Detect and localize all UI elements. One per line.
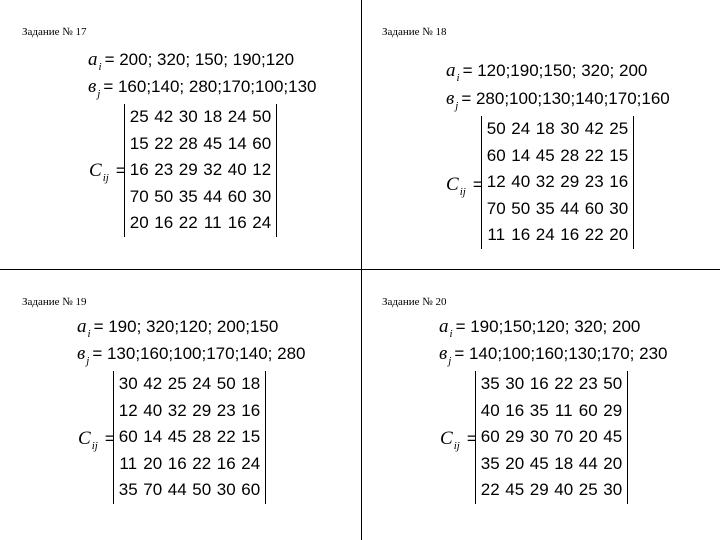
matrix-cell: 11	[487, 225, 506, 245]
matrix-cell: 60	[486, 145, 506, 165]
matrix-cell: 45	[603, 427, 623, 447]
supply-equation	[77, 316, 278, 338]
supply-symbol: a	[77, 316, 87, 337]
matrix-cell: 15	[609, 145, 629, 165]
matrix-cell: 70	[129, 186, 149, 206]
task-title: Задание № 18	[382, 26, 447, 38]
matrix-cell: 50	[216, 374, 236, 394]
matrix-cell: 29	[603, 400, 623, 420]
cost-symbol: C	[78, 428, 91, 449]
matrix-cell: 22	[480, 480, 500, 500]
matrix-cell: 60	[227, 186, 247, 206]
task-panel-20	[362, 270, 720, 540]
cost-matrix	[481, 116, 634, 249]
matrix-cell: 16	[560, 225, 580, 245]
equals-sign: =	[115, 161, 126, 180]
demand-symbol: в	[446, 88, 455, 109]
matrix-cell: 70	[554, 427, 574, 447]
matrix-cell: 14	[511, 145, 531, 165]
supply-subscript: i	[87, 328, 91, 340]
matrix-cell: 45	[167, 427, 187, 447]
matrix-cell: 45	[535, 145, 555, 165]
matrix-cell: 50	[192, 480, 212, 500]
matrix-cell: 70	[143, 480, 163, 500]
matrix-row	[116, 371, 263, 398]
matrix-cell: 22	[192, 453, 212, 473]
matrix-cell: 42	[154, 107, 174, 127]
matrix-cell: 32	[203, 160, 223, 180]
matrix-cell: 42	[143, 374, 163, 394]
matrix-cell: 70	[486, 198, 506, 218]
demand-values: = 160;140; 280;170;100;130	[103, 77, 317, 96]
matrix-row	[127, 184, 274, 211]
matrix-cell: 16	[154, 213, 174, 233]
matrix-cell: 29	[192, 400, 212, 420]
matrix-cell: 16	[227, 213, 247, 233]
matrix-row	[478, 451, 625, 478]
task-panel-17	[0, 0, 360, 270]
matrix-cell: 40	[227, 160, 247, 180]
matrix-cell: 24	[227, 107, 247, 127]
task-title: Задание № 19	[22, 296, 87, 308]
matrix-cell: 25	[578, 480, 598, 500]
demand-subscript: j	[455, 100, 459, 112]
cost-matrix	[113, 371, 266, 504]
task-panel-18	[362, 0, 720, 270]
matrix-row	[116, 424, 263, 451]
matrix-cell: 20	[578, 427, 598, 447]
matrix-cell: 40	[143, 400, 163, 420]
equals-sign: =	[104, 429, 115, 448]
matrix-cell: 22	[584, 225, 604, 245]
matrix-cell: 16	[505, 400, 525, 420]
matrix-cell: 42	[584, 119, 604, 139]
matrix-cell: 18	[554, 453, 574, 473]
equals-sign: =	[472, 175, 483, 194]
matrix-cell: 20	[609, 225, 629, 245]
matrix-cell: 30	[252, 186, 272, 206]
matrix-cell: 30	[560, 119, 580, 139]
matrix-cell: 35	[535, 198, 555, 218]
supply-equation	[446, 60, 647, 82]
matrix-row	[127, 210, 274, 237]
supply-symbol: a	[439, 316, 449, 337]
matrix-cell: 32	[535, 172, 555, 192]
matrix-cell: 24	[535, 225, 555, 245]
demand-subscript: j	[97, 88, 101, 100]
matrix-cell: 14	[143, 427, 163, 447]
matrix-cell: 60	[252, 133, 272, 153]
matrix-cell: 45	[203, 133, 223, 153]
matrix-cell: 23	[578, 374, 598, 394]
matrix-cell: 20	[143, 453, 163, 473]
matrix-cell: 12	[252, 160, 272, 180]
matrix-cell: 25	[609, 119, 629, 139]
demand-values: = 130;160;100;170;140; 280	[92, 344, 306, 363]
matrix-cell: 30	[529, 427, 549, 447]
supply-symbol: a	[88, 49, 98, 70]
matrix-row	[484, 196, 631, 223]
matrix-cell: 24	[511, 119, 531, 139]
matrix-row	[478, 398, 625, 425]
matrix-cell: 14	[227, 133, 247, 153]
matrix-cell: 45	[505, 480, 525, 500]
supply-subscript: i	[456, 72, 460, 84]
matrix-cell: 15	[129, 133, 149, 153]
matrix-row	[484, 169, 631, 196]
matrix-cell: 60	[578, 400, 598, 420]
matrix-cell: 23	[154, 160, 174, 180]
matrix-cell: 29	[560, 172, 580, 192]
matrix-cell: 28	[192, 427, 212, 447]
cost-subscript: ij	[102, 172, 109, 184]
matrix-row	[484, 116, 631, 143]
matrix-cell: 50	[154, 186, 174, 206]
equals-sign: =	[466, 429, 477, 448]
matrix-cell: 22	[584, 145, 604, 165]
cost-subscript: ij	[91, 440, 98, 452]
matrix-cell: 50	[486, 119, 506, 139]
matrix-cell: 50	[511, 198, 531, 218]
matrix-row	[478, 477, 625, 504]
matrix-cell: 23	[584, 172, 604, 192]
matrix-cell: 24	[192, 374, 212, 394]
demand-symbol: в	[439, 343, 448, 364]
matrix-cell: 12	[486, 172, 506, 192]
matrix-cell: 28	[560, 145, 580, 165]
matrix-cell: 44	[203, 186, 223, 206]
cost-label	[446, 174, 483, 196]
matrix-cell: 32	[167, 400, 187, 420]
matrix-cell: 40	[554, 480, 574, 500]
matrix-cell: 60	[480, 427, 500, 447]
matrix-cell: 29	[178, 160, 198, 180]
supply-equation	[88, 49, 294, 71]
matrix-row	[478, 371, 625, 398]
matrix-cell: 11	[119, 453, 138, 473]
matrix-cell: 29	[529, 480, 549, 500]
task-title: Задание № 17	[22, 26, 87, 38]
matrix-cell: 15	[241, 427, 261, 447]
matrix-cell: 35	[118, 480, 138, 500]
matrix-row	[484, 143, 631, 170]
matrix-cell: 22	[554, 374, 574, 394]
matrix-cell: 18	[203, 107, 223, 127]
matrix-cell: 12	[118, 400, 138, 420]
supply-subscript: i	[98, 61, 102, 73]
matrix-cell: 16	[129, 160, 149, 180]
matrix-cell: 44	[167, 480, 187, 500]
matrix-cell: 50	[252, 107, 272, 127]
demand-equation	[446, 88, 670, 110]
matrix-cell: 18	[241, 374, 261, 394]
matrix-cell: 16	[609, 172, 629, 192]
matrix-cell: 23	[216, 400, 236, 420]
matrix-cell: 22	[178, 213, 198, 233]
matrix-cell: 24	[241, 453, 261, 473]
matrix-cell: 16	[216, 453, 236, 473]
cost-symbol: C	[446, 174, 459, 195]
cost-subscript: ij	[453, 440, 460, 452]
matrix-cell: 11	[203, 213, 222, 233]
matrix-cell: 60	[241, 480, 261, 500]
matrix-row	[127, 131, 274, 158]
matrix-cell: 60	[118, 427, 138, 447]
matrix-cell: 25	[129, 107, 149, 127]
matrix-cell: 35	[480, 453, 500, 473]
matrix-cell: 35	[480, 374, 500, 394]
matrix-cell: 44	[578, 453, 598, 473]
supply-values: = 190; 320;120; 200;150	[93, 317, 279, 336]
cost-symbol: C	[89, 160, 102, 181]
matrix-cell: 16	[241, 400, 261, 420]
matrix-cell: 16	[529, 374, 549, 394]
matrix-cell: 20	[129, 213, 149, 233]
cost-label	[78, 428, 115, 450]
matrix-cell: 30	[216, 480, 236, 500]
demand-values: = 140;100;160;130;170; 230	[454, 344, 668, 363]
matrix-cell: 30	[178, 107, 198, 127]
matrix-cell: 16	[511, 225, 531, 245]
matrix-cell: 30	[609, 198, 629, 218]
supply-subscript: i	[449, 328, 453, 340]
demand-subscript: j	[86, 355, 90, 367]
matrix-cell: 28	[178, 133, 198, 153]
matrix-cell: 60	[584, 198, 604, 218]
matrix-cell: 20	[505, 453, 525, 473]
matrix-cell: 35	[529, 400, 549, 420]
matrix-row	[484, 222, 631, 249]
cost-label	[89, 160, 126, 182]
cost-label	[440, 428, 477, 450]
demand-equation	[77, 343, 306, 365]
matrix-cell: 40	[511, 172, 531, 192]
supply-symbol: a	[446, 60, 456, 81]
matrix-row	[116, 398, 263, 425]
matrix-cell: 45	[529, 453, 549, 473]
cost-subscript: ij	[459, 186, 466, 198]
demand-symbol: в	[88, 76, 97, 97]
cost-matrix	[475, 371, 628, 504]
supply-values: = 200; 320; 150; 190;120	[104, 50, 295, 69]
matrix-cell: 11	[554, 400, 573, 420]
matrix-cell: 16	[167, 453, 187, 473]
matrix-row	[116, 451, 263, 478]
demand-values: = 280;100;130;140;170;160	[461, 89, 670, 108]
matrix-row	[127, 157, 274, 184]
matrix-cell: 30	[505, 374, 525, 394]
demand-equation	[88, 76, 317, 98]
matrix-cell: 25	[167, 374, 187, 394]
matrix-cell: 29	[505, 427, 525, 447]
demand-subscript: j	[448, 355, 452, 367]
matrix-cell: 30	[118, 374, 138, 394]
matrix-row	[478, 424, 625, 451]
matrix-cell: 40	[480, 400, 500, 420]
matrix-cell: 18	[535, 119, 555, 139]
matrix-cell: 35	[178, 186, 198, 206]
matrix-cell: 24	[252, 213, 272, 233]
matrix-row	[116, 477, 263, 504]
matrix-cell: 22	[154, 133, 174, 153]
task-panel-19	[0, 270, 360, 540]
matrix-row	[127, 104, 274, 131]
task-title: Задание № 20	[382, 296, 447, 308]
supply-values: = 120;190;150; 320; 200	[462, 61, 648, 80]
supply-values: = 190;150;120; 320; 200	[455, 317, 641, 336]
matrix-cell: 20	[603, 453, 623, 473]
supply-equation	[439, 316, 640, 338]
demand-symbol: в	[77, 343, 86, 364]
matrix-cell: 44	[560, 198, 580, 218]
matrix-cell: 30	[603, 480, 623, 500]
cost-symbol: C	[440, 428, 453, 449]
cost-matrix	[124, 104, 277, 237]
demand-equation	[439, 343, 668, 365]
matrix-cell: 22	[216, 427, 236, 447]
matrix-cell: 50	[603, 374, 623, 394]
